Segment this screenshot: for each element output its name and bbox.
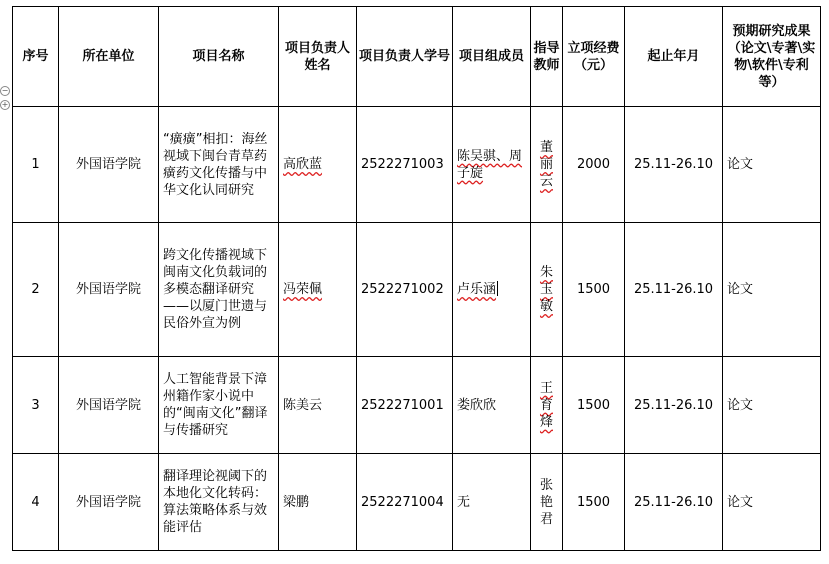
header-funding: 立项经费（元） xyxy=(563,7,625,107)
cell-student-id[interactable]: 2522271003 xyxy=(357,107,453,223)
project-table xyxy=(12,6,821,551)
header-advisor: 指导教师 xyxy=(531,7,563,107)
cell-student-id[interactable]: 2522271001 xyxy=(357,357,453,454)
advisor-text: 朱玉敏 xyxy=(539,265,553,314)
header-row xyxy=(13,7,821,107)
cell-period[interactable]: 25.11-26.10 xyxy=(625,223,723,357)
cell-leader[interactable]: 梁鹏 xyxy=(279,454,357,551)
cell-unit[interactable]: 外国语学院 xyxy=(59,223,159,357)
cell-seq[interactable]: 4 xyxy=(13,454,59,551)
advisor-text: 董丽云 xyxy=(539,140,553,189)
cell-seq[interactable]: 2 xyxy=(13,223,59,357)
cell-name[interactable]: 翻译理论视阈下的本地化文化转码：算法策略体系与效能评估 xyxy=(159,454,279,551)
cell-unit[interactable]: 外国语学院 xyxy=(59,357,159,454)
cell-members[interactable]: 无 xyxy=(453,454,531,551)
cell-seq[interactable]: 3 xyxy=(13,357,59,454)
cell-funding[interactable]: 1500 xyxy=(563,454,625,551)
text-cursor xyxy=(497,281,498,296)
expand-row-icon[interactable]: + xyxy=(1,100,9,109)
cell-unit[interactable]: 外国语学院 xyxy=(59,454,159,551)
cell-period[interactable]: 25.11-26.10 xyxy=(625,454,723,551)
leader-text: 冯荣佩 xyxy=(283,282,323,297)
collapse-row-icon[interactable]: − xyxy=(1,86,9,95)
cell-funding[interactable]: 1500 xyxy=(563,357,625,454)
cell-outcome[interactable]: 论文 xyxy=(723,107,821,223)
cell-name[interactable]: 人工智能背景下漳州籍作家小说中的“闽南文化”翻译与传播研究 xyxy=(159,357,279,454)
cell-leader[interactable] xyxy=(279,107,357,223)
cell-student-id[interactable]: 2522271002 xyxy=(357,223,453,357)
cell-members[interactable] xyxy=(453,107,531,223)
cell-advisor[interactable] xyxy=(531,357,563,454)
leader-text: 高欣蓝 xyxy=(283,157,323,172)
header-outcome: 预期研究成果（论文\专著\实物\软件\专利等） xyxy=(723,7,821,107)
cell-advisor[interactable] xyxy=(531,223,563,357)
cell-members[interactable] xyxy=(453,223,531,357)
cell-leader[interactable]: 陈美云 xyxy=(279,357,357,454)
cell-period[interactable]: 25.11-26.10 xyxy=(625,107,723,223)
cell-advisor[interactable]: 张艳君 xyxy=(531,454,563,551)
advisor-text: 王育烽 xyxy=(539,380,553,430)
cell-unit[interactable]: 外国语学院 xyxy=(59,107,159,223)
row-gutter xyxy=(0,86,10,114)
cell-seq[interactable]: 1 xyxy=(13,107,59,223)
members-text: 陈吴骐、周子旋 xyxy=(457,148,523,181)
table-row xyxy=(13,454,821,551)
cell-outcome[interactable]: 论文 xyxy=(723,223,821,357)
table-row xyxy=(13,223,821,357)
cell-period[interactable]: 25.11-26.10 xyxy=(625,357,723,454)
table-row xyxy=(13,107,821,223)
header-student-id: 项目负责人学号 xyxy=(357,7,453,107)
header-unit: 所在单位 xyxy=(59,7,159,107)
header-members: 项目组成员 xyxy=(453,7,531,107)
cell-funding[interactable]: 2000 xyxy=(563,107,625,223)
cell-student-id[interactable]: 2522271004 xyxy=(357,454,453,551)
cell-advisor[interactable] xyxy=(531,107,563,223)
cell-leader[interactable] xyxy=(279,223,357,357)
cell-name[interactable]: “癀癀”相扣：海丝视域下闽台青草药癀药文化传播与中华文化认同研究 xyxy=(159,107,279,223)
cell-outcome[interactable]: 论文 xyxy=(723,454,821,551)
table-row xyxy=(13,357,821,454)
cell-members[interactable]: 娄欣欣 xyxy=(453,357,531,454)
members-text: 卢乐涵 xyxy=(457,282,497,297)
cell-funding[interactable]: 1500 xyxy=(563,223,625,357)
cell-outcome[interactable]: 论文 xyxy=(723,357,821,454)
header-seq: 序号 xyxy=(13,7,59,107)
cell-name[interactable]: 跨文化传播视域下闽南文化负载词的多模态翻译研究——以厦门世遗与民俗外宣为例 xyxy=(159,223,279,357)
header-name: 项目名称 xyxy=(159,7,279,107)
header-period: 起止年月 xyxy=(625,7,723,107)
header-leader: 项目负责人姓名 xyxy=(279,7,357,107)
